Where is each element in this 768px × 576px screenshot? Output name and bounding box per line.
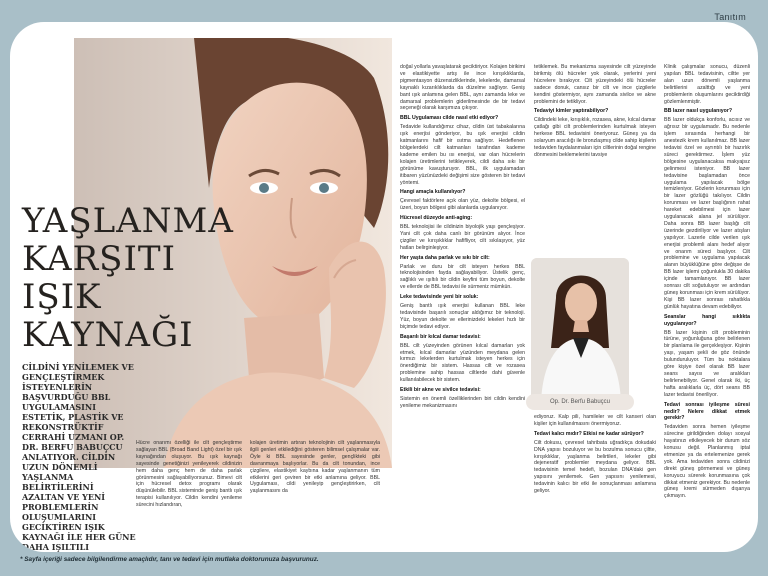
subheading: Hücresel düzeyde anti-aging: xyxy=(400,215,473,222)
disclaimer-footnote: * Sayfa içeriği sadece bilgilendirme amaçlıdır, tanı ve tedavi için mutlaka doktorunuza başvurunuz. xyxy=(20,556,319,563)
body-paragraph: Cilt dokusu, çevresel tahribata uğradıkça dokudaki DNA yapısı bozuluyor ve bu bozulma sonucu çiltte, kırışıklıklar, yaşlanma belirtileri, lekeler gibi dejeneratif problemler meydana geliyor. BBL tedavisinin temel hedefi, bozulan DNA'daki gen yapısını yenilemek. Gen yapısını yenilemesi, tedavinin kalıcı bir etki ile sonuçlanması anlamına geliyor. xyxy=(534,439,656,495)
doctor-photo-illustration xyxy=(531,258,629,402)
subheading: Başarılı bir kılcal damar tedavisi: xyxy=(400,333,481,340)
body-column-2 xyxy=(250,440,380,548)
subheading: BB lazer nasıl uygulanıyor? xyxy=(664,108,733,115)
section-tag: Tanıtım xyxy=(714,12,746,22)
body-paragraph: Parlak ve duru bir cilt isteyen herkes BBL teknolojisinden fayda sağlayabiliyor. Üstelik genç, sağlıklı ve ışıltılı bir cildin keyfini tüm boyun, dekolte ve ellerde de BBL tedavisi ile sürmeniz mümkün. xyxy=(400,263,525,291)
headline xyxy=(22,202,252,354)
body-paragraph: Cildindeki leke, kırışıklık, rozasea, akne, kılcal damar çatlağı gibi cilt problemlerinden kurtulmak isteyen herkese BBL tedavisini öneriyoruz. Güneş ya da solaryum aracılığı ile bronzlaşmış cilde sahip kişilerin tedaviden faydalanmaları için ciltlerinin doğal rengine dönmesini beklemelerini tavsiye xyxy=(534,117,656,158)
body-paragraph: Sistemin en önemli özelliklerinden biri cildin kendini yenileme mekanizmasını xyxy=(400,395,525,409)
subheading: Tedavi sonrası iyileşme süresi nedir? Nelere dikkat etmek gerekir? xyxy=(664,401,750,422)
body-paragraph: Hücre onarımı özelliği ile cilt gençleştirme sağlayan BBL (Broad Band Light) özel bir ışık kaynağından oluşuyor. Bu ışık kaynağı sayesinde genetiğinizi yenileyerek cildinizin hem daha genç hem de daha parlak görünmesini sağlayabiliyorsunuz. Bimevi cilt için hücresel detox programı olarak düşünülebilir. BBL sisteminde geniş bantlı ışık terapisi kullanılıyor. Cildin kendini yenileme sürecini hızlandıran, xyxy=(136,440,242,509)
headline-line: KAYNAĞI xyxy=(22,315,194,355)
headline-line: YAŞLANMA xyxy=(22,201,234,241)
body-paragraph: Tedavide kullandığımız cihaz, cildin üst tabakalarına ışık enerjisi gönderiyor, bu ışık enerjisi cildin katmanlarını hafif bir ısıtma sağlıyor. Hedeflenen bölgelerdeki cilt katmanları tarafından kademe kademe emilen bu ısı enerjisi, var olan hücrelerin kolajen üretimlerini tetikleyerek, cildi daha sıkı bir görünüme kavuşturuyor. BBL, ilk uygulamadan itibaren yüzünüzdeki değişimi size gösteren bir tedavi yöntemi. xyxy=(400,124,525,186)
body-column-5 xyxy=(664,64,750,548)
subheading: Her yaşta daha parlak ve sıkı bir cilt: xyxy=(400,254,490,261)
body-column-4-bottom xyxy=(534,414,656,548)
body-paragraph: BBL teknolojisi ile cildinizin biyolojik yaşı gençleşiyor. Yani cilt çok daha canlı bir görünüm alıyor. İnce çizgiler ve kırışıklıklar hafifliyor, cilt sıkılaşıyor, yüz hatları belirginleşiyor. xyxy=(400,224,525,251)
magazine-page xyxy=(10,22,758,552)
subheading: Leke tedavisinde yeni bir soluk: xyxy=(400,294,479,301)
body-paragraph: tetiklemek. Bu mekanizma sayesinde cilt yüzeyinde birikmiş ölü hücreler yok olarak, yerlerini yeni hücrelere bırakıyor. Cilt yüzeyindeki ölü hücreler sadece donuk, cansız bir cilt ve ince çizgilerle kendini göstermiyor, aynı zamanda sivilce ve akne problemini de tetikliyor. xyxy=(534,64,656,105)
body-paragraph: doğal yollarla yavaşlatarak geciktiriyor. Kolajen birikimi ve elastikiyette artış ile ince kırışıklıklarda, pigmentasyon düzensizliklerinde, lekelerde, damarsal kaynaklı kızarıklıklarda da düzelme sağlıyor. Geniş bant ışık anlamına gelen BBL, aynı zamanda leke ve damarsal problemlerin giderilmesinde de bir tedavi seçeneği olarak karşımıza çıkıyor. xyxy=(400,64,525,112)
body-column-3 xyxy=(400,64,525,548)
portrait-caption: Op. Dr. Berfu Babuçcu xyxy=(526,394,634,410)
subheading: BBL Uygulaması cilde nasıl etki ediyor? xyxy=(400,115,499,122)
intro-text: CİLDİNİ YENİLEMEK VE GENÇLEŞTİRMEK İSTEYENLERİN BAŞVURDUĞU BBL UYGULAMASINI ESTETİK, PLASTİK VE REKONSTRÜKTİF CERRAHİ UZMANI OP. DR. BERFU BABUÇCU ANLATIYOR. CİLDİN UZUN DÖNEMLİ YAŞLANMA BELİRTİLERİNİ AZALTAN VE YENİ PROBLEMLERİN OLUŞUMLARINI GECİKTİREN IŞIK KAYNAĞI İLE HER GÜNE DAHA IŞILTILI xyxy=(22,362,136,552)
body-column-1 xyxy=(136,440,242,548)
body-paragraph: Geniş bantlı ışık enerjisi kullanan BBL leke tedavisinde başarılı sonuçlar aldığımız bir teknoloji. Yüz, boyun dekolte ve ellerinizdeki lekeleri hızlı bir biçimde tedavi ediyor. xyxy=(400,303,525,330)
body-paragraph: BB lazer kişinin cilt probleminin türüne, yoğunluğuna göre belirlenen bir planlama ile gerçekleşiyor. Kişinin yaşı, yaşam şekli de göz önünde bulunduruluyor. Tüm bu noktalara göre kişiye özel olarak BB lazer seans sayısı ve aralıkları belirlenebiliyor. Genel olarak iki, üç hafta aralıklarla üç, dört seans BB lazer tedavisi öneriliyor. xyxy=(664,329,750,398)
subheading: Tedavi kalıcı mıdır? Etkisi ne kadar sürüyor? xyxy=(534,430,644,437)
headline-line: IŞIK xyxy=(22,277,102,317)
body-paragraph: Tedaviden sonra hemen iyileşme sürecine girildiğinden dolayı sosyal hayatınızı etkileyecek bir durum söz konusu değil. Planlanmış iptal etmenize ya da ertelemenize gerek yok. Ama tedaviden sonra cildinizi direkt güneş görmemesi ve güneş koruyucu sürerek korunmasına çok dikkat etmeniz gerekiyor. Bu nedenle güneş kremi sürmeden dışarıya çıkmayın. xyxy=(664,424,750,500)
doctor-portrait xyxy=(531,258,629,402)
body-paragraph: ediyoruz. Kalp pili, hamileler ve cilt kanseri olan kişiler için kullanılmasını önermiyoruz. xyxy=(534,414,656,427)
subheading: Etkili bir akne ve sivilce tedavisi: xyxy=(400,387,481,394)
subheading: Seanslar hangi sıklıkta uygulanıyor? xyxy=(664,313,750,327)
headline-line: KARŞITI xyxy=(22,239,177,279)
subheading: Tedaviyi kimler yaptırabiliyor? xyxy=(534,108,609,115)
body-paragraph: kolajen üretimin artıran teknolojinin cilt yaşlanmasıyla ilgili genleri etkilediğini gösteren bilimsel çalışmalar var. Öyle ki BBL sayesinde genler, gençlikteki gibi davranmaya başlıyorlar. Bu da cilt tonundan, ince çizgilere, elastikiyet kaybına kadar yaşlanmanın tüm etkilerini geri çeviren bir etki anlamına geliyor. BBL Uygulaması, cildi yenileyip gençleştirirken, cilt yaşlanmasını da xyxy=(250,440,380,495)
body-paragraph: Çevresel faktörlere açık olan yüz, dekolte bölgesi, el üzeri, boyun bölgesi gibi alanlarda uygulanıyor. xyxy=(400,198,525,212)
body-paragraph: Klinik çalışmalar sonucu, düzenli yapılan BBL tedavisinin, ciltte yer alan uzun dönemli yaşlanma belirtilerini azalttığı ve yeni problemlerin oluşumlarını geciktirdiği gözlemlenmiştir. xyxy=(664,64,750,105)
body-paragraph: BB lazer oldukça konforlu, acısız ve ağrısız bir uygulamadır. Bu nedenle işlem sırasında herhangi bir anestezik krem kullanılmaz. BB lazer tedavisi özel ve ayrıntılı bir hazırlık süreci gerektirmez. İşlem yüz bölgesine uygulanacaksa makyajsız gelinmesi isteniyor. BB lazer tedavisine başlamadan önce uygulama yapılacak bölge temizleniyor. Gözlerin korunması için bir lazer gözlüğü takılıyor. Cildin korunması ve lazer başlığının rahat hareket edebilmesi için lazer uygulanacak alana jel sürülüyor. Daha sonra BB lazer başlığı cilt üzerinde gezdiriliyor ve lazer atışları yapılıyor. Lazerle cilde verilen ışık enerjisi problemli alanı hedef alıyor ve onarım süreci başlıyor. Cilt problemine ve uygulama yapılacak alanın büyüklüğüne göre değişse de BB lazer işlemi çoğunlukla 30 dakika içinde tamamlanıyor. BB lazer sonrası cilt soğutuluyor ve ardından güneş korunması için krem sürülüyor. Kişi BB lazer sonrası rahatlıkla günlük hayatına devam edebiliyor. xyxy=(664,117,750,310)
subheading: Hangi amaçla kullanılıyor? xyxy=(400,189,466,196)
body-paragraph: BBL cilt yüzeyinden görünen kılcal damarları yok etmek, kılcal damarlar yüzünden meydana gelen kırmızı lekelerden kurtulmak isteyen herkes için önerdiğimiz bir sistem. Hassas cilt ve rozasea problemine sahip hassas ciltlerde dahi güvenle kullanılabilecek bir sistem. xyxy=(400,342,525,384)
body-column-4 xyxy=(534,64,656,254)
